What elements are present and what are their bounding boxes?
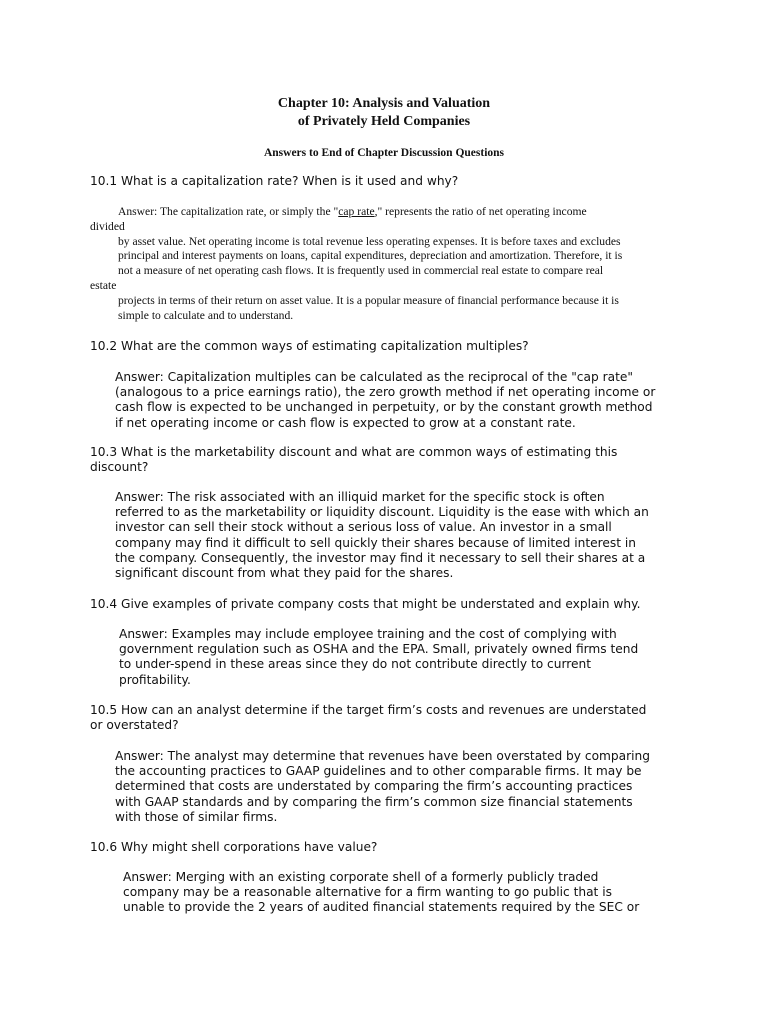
chapter-title-line-1: Chapter 10: Analysis and Valuation xyxy=(277,96,491,111)
answer-10-6: Answer: Merging with an existing corporate shell of a formerly publicly traded company may be a reasonable alternative for a firm wanting to go public that is unable to provide the 2 years of audited financial statements required by the SEC or xyxy=(123,870,640,915)
chapter-title-line-2: of Privately Held Companies xyxy=(297,114,471,129)
question-10-6: 10.6 Why might shell corporations have value? xyxy=(90,840,378,854)
answer-10-1-line-3: by asset value. Net operating income is total revenue less operating expenses. It is before taxes and excludes xyxy=(118,235,621,248)
answer-10-1-line-7: projects in terms of their return on asset value. It is a popular measure of financial performance because it is xyxy=(118,294,619,307)
question-10-3: 10.3 What is the marketability discount and what are common ways of estimating this discount? xyxy=(90,445,618,475)
answer-10-1-line-8: simple to calculate and to understand. xyxy=(118,309,294,322)
question-10-2: 10.2 What are the common ways of estimating capitalization multiples? xyxy=(90,339,529,353)
answer-10-1-line-6: estate xyxy=(90,279,117,292)
cap-rate-link: cap rate xyxy=(338,205,375,218)
question-10-1: 10.1 What is a capitalization rate? When is it used and why? xyxy=(90,174,459,188)
answer-10-2: Answer: Capitalization multiples can be calculated as the reciprocal of the "cap rate" (analogous to a price earnings ratio), the zero growth method if net operating income or cash flow is expected to be unchanged in perpetuity, or by the constant growth method if net operating income or cash flow is expected to grow at a constant rate. xyxy=(115,370,656,430)
answer-10-1-line-2: divided xyxy=(90,220,125,233)
question-10-4: 10.4 Give examples of private company costs that might be understated and explain why. xyxy=(90,597,641,611)
answer-10-1-line-5: not a measure of net operating cash flows. It is frequently used in commercial real estate to compare real xyxy=(118,264,604,277)
answer-10-1-line-1: Answer: The capitalization rate, or simply the "cap rate," represents the ratio of net operating income xyxy=(118,205,587,218)
answer-10-3: Answer: The risk associated with an illiquid market for the specific stock is often referred to as the marketability or liquidity discount. Liquidity is the ease with which an investor can sell their stock without a serious loss of value. An investor in a small company may find it difficult to sell quickly their shares because of limited interest in the company. Consequently, the investor may find it necessary to sell their shares at a significant discount from what they paid for the shares. xyxy=(115,490,649,581)
answer-10-1-line-4: principal and interest payments on loans, capital expenditures, depreciation and amortization. Therefore, it is xyxy=(118,249,623,262)
answer-10-4: Answer: Examples may include employee training and the cost of complying with government regulation such as OSHA and the EPA. Small, privately owned firms tend to under-spend in these areas since they do not contribute directly to current profitability. xyxy=(119,627,639,687)
section-subtitle: Answers to End of Chapter Discussion Questions xyxy=(263,147,505,159)
answer-10-5: Answer: The analyst may determine that revenues have been overstated by comparing the accounting practices to GAAP guidelines and to other comparable firms. It may be determined that costs are understated by comparing the firm’s accounting practices with GAAP standards and by comparing the firm’s common size financial statements with those of similar firms. xyxy=(115,749,650,824)
question-10-5: 10.5 How can an analyst determine if the target firm’s costs and revenues are understated or overstated? xyxy=(90,703,647,733)
